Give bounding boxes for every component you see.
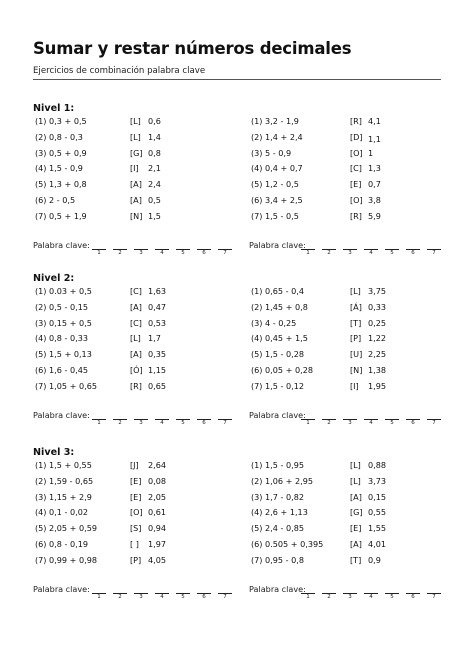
blank-number: 4 <box>369 420 373 426</box>
exercise: (4) 1,5 - 0,9 <box>35 163 83 174</box>
answer-letter: [T] <box>350 554 362 565</box>
answer-letter: [I] <box>130 163 139 174</box>
blank-number: 7 <box>432 250 436 256</box>
exercise: (7) 0,99 + 0,98 <box>35 554 98 565</box>
keyword-label: Palabra clave: <box>249 584 306 594</box>
answer-letter: [ ] <box>130 539 139 549</box>
blank-number: 2 <box>118 250 122 256</box>
answer-letter: [L] <box>350 460 361 470</box>
blank-number: 1 <box>306 594 310 600</box>
blank-number: 3 <box>139 594 143 600</box>
answer-letter: [L] <box>130 116 141 126</box>
answer-value: 0,33 <box>368 301 387 312</box>
blank-number: 7 <box>432 420 436 426</box>
answer-value: 3,73 <box>368 475 387 486</box>
answer-value: 1,38 <box>368 365 387 375</box>
answer-value: 0,61 <box>148 507 167 518</box>
answer-value: 0,5 <box>148 195 161 205</box>
answer-letter: [L] <box>350 286 361 296</box>
exercise: (3) 4 - 0,25 <box>251 317 297 328</box>
answer-letter: [G] <box>130 147 143 158</box>
answer-letter: [A] <box>130 195 142 205</box>
answer-value: 0,15 <box>368 491 387 502</box>
answer-letter: [J] <box>130 460 139 470</box>
answer-value: 0,47 <box>148 301 167 312</box>
blank-number: 6 <box>202 420 206 426</box>
blank-number: 5 <box>390 420 394 426</box>
keyword-label: Palabra clave: <box>249 410 306 420</box>
answer-value: 0,08 <box>148 475 167 486</box>
blank-number: 4 <box>160 250 164 256</box>
keyword-label: Palabra clave: <box>33 584 90 594</box>
exercise: (5) 2,05 + 0,59 <box>35 523 98 534</box>
answer-value: 1,3 <box>368 163 381 174</box>
exercise: (3) 1,15 + 2,9 <box>35 491 92 502</box>
exercise: (3) 1,7 - 0,82 <box>251 491 304 502</box>
blank-number: 2 <box>327 420 331 426</box>
exercise: (2) 1,06 + 2,95 <box>251 475 314 486</box>
exercise: (6) 0.505 + 0,395 <box>251 539 324 549</box>
exercise: (5) 2,4 - 0,85 <box>251 523 304 534</box>
answer-value: 0,53 <box>148 317 167 328</box>
blank-number: 6 <box>411 250 415 256</box>
blank-number: 7 <box>223 250 227 256</box>
answer-letter: [L] <box>130 131 141 142</box>
answer-letter: [A] <box>130 179 142 190</box>
blank-number: 6 <box>411 420 415 426</box>
exercise: (6) 0,05 + 0,28 <box>251 365 314 375</box>
answer-value: 5,9 <box>368 210 381 221</box>
exercise: (1) 0,65 - 0,4 <box>251 286 304 296</box>
exercise: (4) 0,4 + 0,7 <box>251 163 303 174</box>
answer-letter: [R] <box>350 116 362 126</box>
answer-value: 0,65 <box>148 380 167 391</box>
answer-letter: [R] <box>350 210 362 221</box>
blank-number: 5 <box>181 250 185 256</box>
blank-number: 5 <box>181 420 185 426</box>
answer-value: 0,9 <box>368 554 381 565</box>
exercise: (6) 3,4 + 2,5 <box>251 195 303 205</box>
answer-value: 1,7 <box>148 333 161 344</box>
answer-letter: [E] <box>130 475 142 486</box>
answer-letter: [D] <box>350 131 363 142</box>
level-title: Nivel 1: <box>33 103 75 114</box>
answer-value: 2,64 <box>148 460 167 470</box>
blank-number: 4 <box>160 594 164 600</box>
answer-value: 1,4 <box>148 131 161 142</box>
answer-letter: [A] <box>130 349 142 360</box>
answer-letter: [O] <box>130 507 143 518</box>
answer-value: 2,05 <box>148 491 167 502</box>
blank-number: 5 <box>181 594 185 600</box>
answer-value: 1,15 <box>148 365 167 375</box>
exercise: (2) 1,45 + 0,8 <box>251 301 308 312</box>
page-subtitle: Ejercicios de combinación palabra clave <box>33 66 206 76</box>
answer-letter: [A] <box>130 301 142 312</box>
blank-number: 1 <box>306 250 310 256</box>
answer-letter: [E] <box>130 491 142 502</box>
blank-number: 3 <box>139 250 143 256</box>
answer-value: 2,25 <box>368 349 387 360</box>
exercise: (7) 1,5 - 0,12 <box>251 380 304 391</box>
exercise: (1) 0,3 + 0,5 <box>35 116 87 126</box>
answer-value: 4,1 <box>368 116 381 126</box>
answer-value: 1,5 <box>148 210 161 221</box>
answer-letter: [R] <box>130 380 142 391</box>
blank-number: 1 <box>97 594 101 600</box>
blank-number: 6 <box>202 250 206 256</box>
answer-letter: [E] <box>350 179 362 190</box>
answer-letter: [O] <box>350 195 363 205</box>
answer-value: 0,8 <box>148 147 161 158</box>
keyword-label: Palabra clave: <box>33 410 90 420</box>
blank-number: 1 <box>97 250 101 256</box>
keyword-label: Palabra clave: <box>33 240 90 250</box>
answer-letter: [A] <box>350 491 362 502</box>
answer-letter: [L] <box>350 475 361 486</box>
exercise: (2) 0,8 - 0,3 <box>35 131 83 142</box>
exercise: (1) 3,2 - 1,9 <box>251 116 299 126</box>
answer-value: 1,1 <box>368 133 381 144</box>
blank-number: 2 <box>118 420 122 426</box>
answer-letter: [U] <box>350 349 363 360</box>
answer-letter: [G] <box>350 507 363 518</box>
exercise: (5) 1,3 + 0,8 <box>35 179 87 190</box>
exercise: (5) 1,5 - 0,28 <box>251 349 304 360</box>
answer-letter: [I] <box>350 380 359 391</box>
subtitle-divider <box>33 79 441 80</box>
blank-number: 6 <box>202 594 206 600</box>
answer-letter: [E] <box>350 523 362 534</box>
exercise: (6) 1,6 - 0,45 <box>35 365 88 375</box>
blank-number: 4 <box>160 420 164 426</box>
blank-number: 3 <box>348 420 352 426</box>
exercise: (6) 2 - 0,5 <box>35 195 76 205</box>
blank-number: 3 <box>139 420 143 426</box>
blank-number: 5 <box>390 250 394 256</box>
blank-number: 7 <box>223 420 227 426</box>
exercise: (2) 1,4 + 2,4 <box>251 131 303 142</box>
answer-value: 0,6 <box>148 116 161 126</box>
exercise: (2) 1,59 - 0,65 <box>35 475 94 486</box>
blank-number: 4 <box>369 594 373 600</box>
blank-number: 2 <box>327 250 331 256</box>
answer-value: 1,63 <box>148 286 167 296</box>
blank-number: 6 <box>411 594 415 600</box>
exercise: (2) 0,5 - 0,15 <box>35 301 88 312</box>
answer-letter: [P] <box>130 554 142 565</box>
answer-letter: [L] <box>130 333 141 344</box>
answer-letter: [S] <box>130 523 142 534</box>
answer-value: 4,05 <box>148 554 167 565</box>
answer-letter: [N] <box>130 210 143 221</box>
answer-letter: [C] <box>130 286 142 296</box>
exercise: (7) 1,5 - 0,5 <box>251 210 299 221</box>
answer-letter: [N] <box>350 365 363 375</box>
exercise: (3) 5 - 0,9 <box>251 147 292 158</box>
keyword-label: Palabra clave: <box>249 240 306 250</box>
answer-value: 0,7 <box>368 179 381 190</box>
blank-number: 3 <box>348 250 352 256</box>
exercise: (7) 0,95 - 0,8 <box>251 554 304 565</box>
answer-value: 4,01 <box>368 539 387 549</box>
answer-letter: [A] <box>350 539 362 549</box>
exercise: (4) 2,6 + 1,13 <box>251 507 308 518</box>
blank-number: 1 <box>97 420 101 426</box>
answer-letter: [P] <box>350 333 362 344</box>
answer-value: 0,35 <box>148 349 167 360</box>
exercise: (4) 0,45 + 1,5 <box>251 333 308 344</box>
answer-value: 1,22 <box>368 333 387 344</box>
blank-number: 2 <box>118 594 122 600</box>
blank-number: 2 <box>327 594 331 600</box>
exercise: (5) 1,5 + 0,13 <box>35 349 92 360</box>
exercise: (4) 0,8 - 0,33 <box>35 333 88 344</box>
answer-value: 3,8 <box>368 195 381 205</box>
answer-value: 0,55 <box>368 507 387 518</box>
exercise: (4) 0,1 - 0,02 <box>35 507 88 518</box>
answer-value: 1,55 <box>368 523 387 534</box>
exercise: (7) 1,05 + 0,65 <box>35 380 98 391</box>
answer-letter: [C] <box>350 163 362 174</box>
answer-value: 0,88 <box>368 460 387 470</box>
answer-value: 3,75 <box>368 286 387 296</box>
blank-number: 3 <box>348 594 352 600</box>
answer-letter: [C] <box>130 317 142 328</box>
answer-value: 0,94 <box>148 523 167 534</box>
blank-number: 5 <box>390 594 394 600</box>
exercise: (3) 0,15 + 0,5 <box>35 317 92 328</box>
level-title: Nivel 2: <box>33 273 75 284</box>
answer-value: 2,4 <box>148 179 161 190</box>
answer-value: 1,97 <box>148 539 167 549</box>
blank-number: 4 <box>369 250 373 256</box>
blank-number: 1 <box>306 420 310 426</box>
exercise: (1) 1,5 + 0,55 <box>35 460 92 470</box>
answer-value: 2,1 <box>148 163 161 174</box>
level-title: Nivel 3: <box>33 447 75 458</box>
exercise: (1) 0.03 + 0,5 <box>35 286 92 296</box>
answer-letter: [O] <box>350 147 363 158</box>
page-title: Sumar y restar números decimales <box>33 39 352 58</box>
exercise: (7) 0,5 + 1,9 <box>35 210 87 221</box>
answer-value: 1 <box>368 147 374 158</box>
exercise: (5) 1,2 - 0,5 <box>251 179 299 190</box>
exercise: (3) 0,5 + 0,9 <box>35 147 87 158</box>
answer-letter: [T] <box>350 317 362 328</box>
blank-number: 7 <box>432 594 436 600</box>
blank-number: 7 <box>223 594 227 600</box>
exercise: (6) 0,8 - 0,19 <box>35 539 88 549</box>
answer-value: 0,25 <box>368 317 387 328</box>
answer-value: 1,95 <box>368 380 387 391</box>
answer-letter: [Á] <box>350 301 362 312</box>
answer-letter: [Ó] <box>130 365 143 375</box>
exercise: (1) 1,5 - 0,95 <box>251 460 304 470</box>
